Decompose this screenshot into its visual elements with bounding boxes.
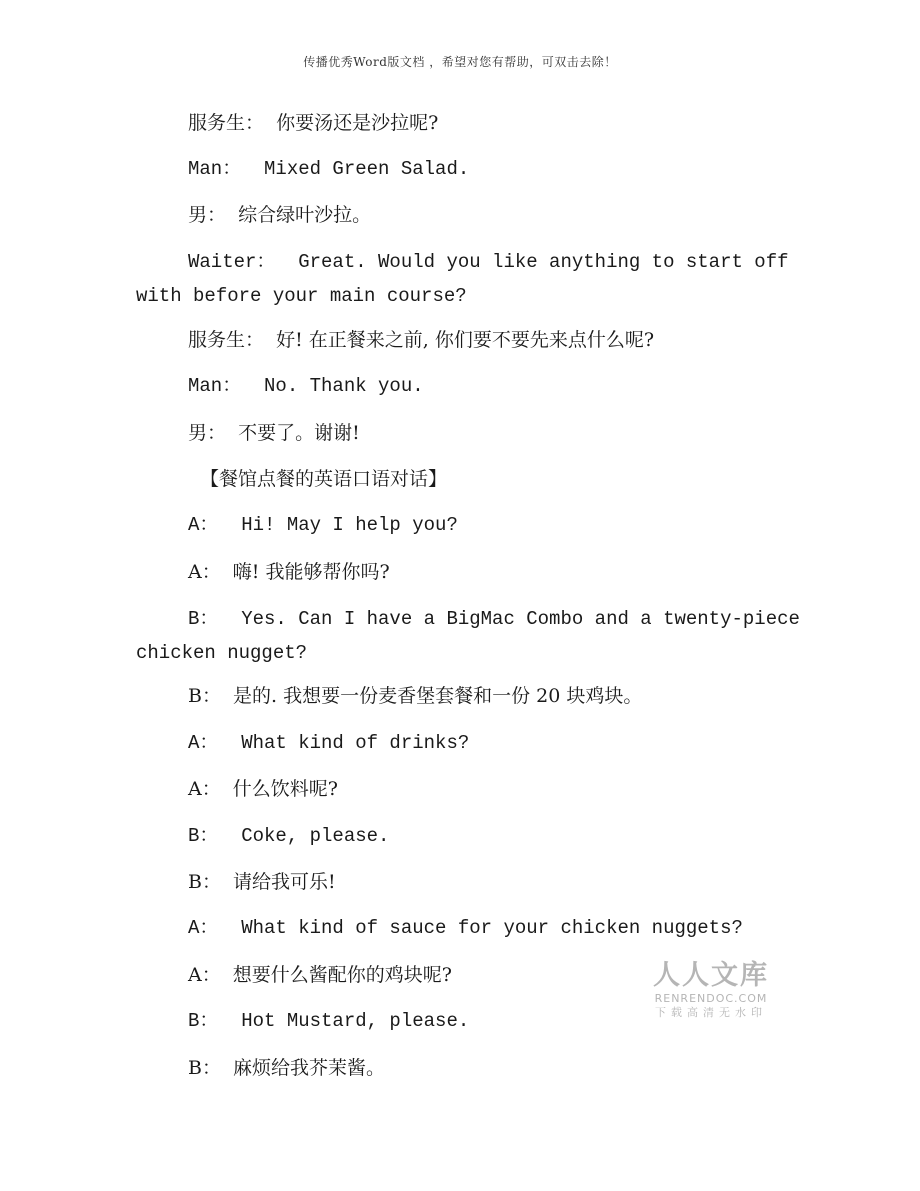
dialogue-line: 服务生： 你要汤还是沙拉呢? bbox=[188, 112, 439, 134]
dialogue-line: A： 什么饮料呢? bbox=[188, 778, 338, 800]
dialogue-line: B： Hot Mustard, please. bbox=[188, 1010, 470, 1032]
dialogue-line: A： 想要什么酱配你的鸡块呢? bbox=[188, 964, 452, 986]
watermark-logo bbox=[646, 960, 776, 1020]
dialogue-line: B： 请给我可乐! bbox=[188, 871, 336, 893]
watermark-slogan: 下载高清无水印 bbox=[655, 1006, 767, 1019]
watermark-name: 人人文库 bbox=[653, 960, 769, 991]
dialogue-line: A： What kind of sauce for your chicken nuggets? bbox=[188, 917, 743, 939]
section-title: 【餐馆点餐的英语口语对话】 bbox=[200, 468, 448, 490]
dialogue-line: B： 麻烦给我芥茉酱。 bbox=[188, 1057, 386, 1079]
dialogue-line: Waiter： Great. Would you like anything to start off bbox=[188, 251, 789, 273]
dialogue-line: Man： Mixed Green Salad. bbox=[188, 158, 470, 180]
dialogue-line: B： Coke, please. bbox=[188, 825, 390, 847]
dialogue-line-continued: with before your main course? bbox=[136, 285, 467, 307]
dialogue-line: B： Yes. Can I have a BigMac Combo and a twenty-piece bbox=[188, 608, 800, 630]
watermark-url: RENRENDOC.COM bbox=[654, 992, 768, 1005]
dialogue-line: B： 是的. 我想要一份麦香堡套餐和一份 20 块鸡块。 bbox=[188, 685, 643, 707]
dialogue-line: A： What kind of drinks? bbox=[188, 732, 470, 754]
dialogue-line: 服务生： 好! 在正餐来之前, 你们要不要先来点什么呢? bbox=[188, 329, 655, 351]
dialogue-line: A： Hi! May I help you? bbox=[188, 514, 458, 536]
dialogue-line: 男： 不要了。谢谢! bbox=[188, 422, 360, 444]
dialogue-line-continued: chicken nugget? bbox=[136, 642, 308, 664]
dialogue-line: Man： No. Thank you. bbox=[188, 375, 424, 397]
dialogue-line: A： 嗨! 我能够帮你吗? bbox=[188, 561, 390, 583]
dialogue-line: 男： 综合绿叶沙拉。 bbox=[188, 204, 372, 226]
header-notice: 传播优秀Word版文档 ，希望对您有帮助，可双击去除！ bbox=[303, 55, 617, 69]
